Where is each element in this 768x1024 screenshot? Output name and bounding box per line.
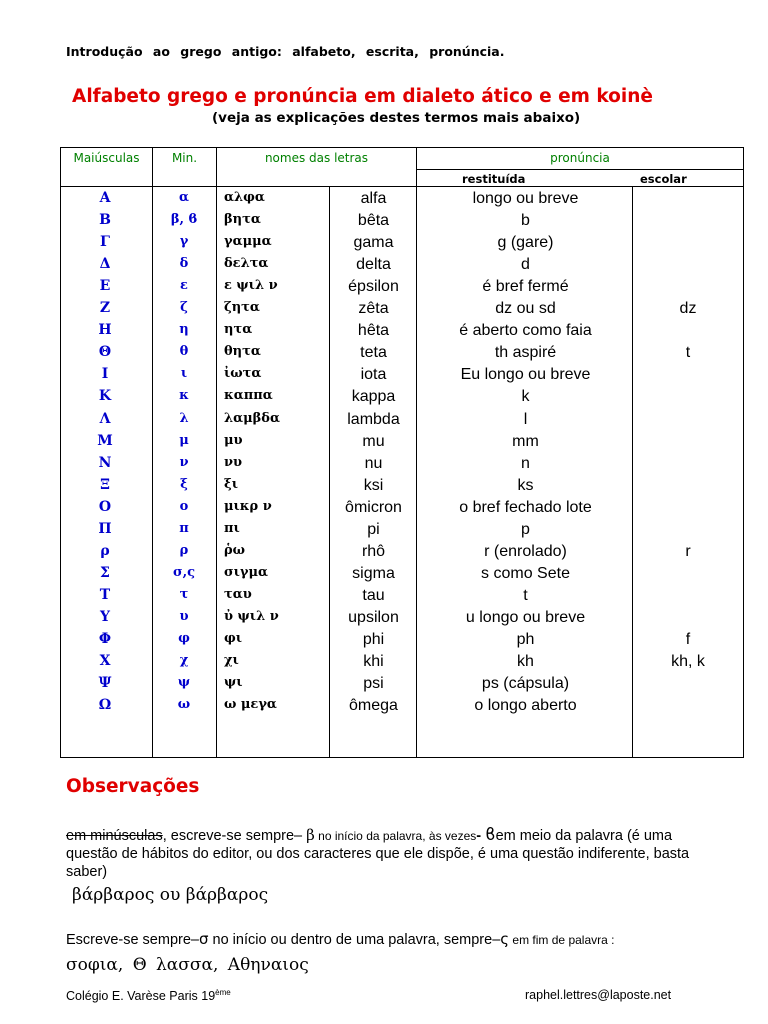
cell-rest: ph xyxy=(516,631,535,648)
cell-port: mu xyxy=(362,433,385,450)
obs2-text-a: Escreve-se sempre– xyxy=(66,932,199,948)
obs2-text-c: em fim de palavra : xyxy=(509,933,615,947)
cell-maj: Γ xyxy=(100,234,110,250)
cell-rest: mm xyxy=(512,433,539,450)
cell-greek: λαμβδα xyxy=(224,411,280,426)
cell-maj: Ν xyxy=(98,455,112,471)
cell-maj: Χ xyxy=(99,653,111,669)
cell-greek: φι xyxy=(224,631,243,646)
cell-min: τ xyxy=(179,587,189,602)
cell-port: ômega xyxy=(349,697,398,714)
cell-port: iota xyxy=(360,366,387,383)
cell-maj: Ι xyxy=(101,366,109,382)
cell-rest: é aberto como faia xyxy=(459,322,592,339)
cell-port: rhô xyxy=(361,543,386,560)
cell-greek: πι xyxy=(224,521,240,536)
cell-rest: b xyxy=(521,212,530,229)
header-restituida: restituída xyxy=(462,172,526,186)
cell-greek: δελτα xyxy=(224,256,269,271)
cell-greek: χι xyxy=(224,653,239,668)
beta-initial: β xyxy=(306,826,315,844)
obs-text-a: , escreve-se sempre– xyxy=(162,828,307,844)
cell-rest: longo ou breve xyxy=(472,190,579,207)
header-nomes: nomes das letras xyxy=(217,148,417,187)
obs-text-b: no início da palavra, às vezes xyxy=(314,829,477,843)
cell-greek: ταυ xyxy=(224,587,252,602)
cell-port: hêta xyxy=(357,322,390,339)
cell-maj: Φ xyxy=(98,631,112,647)
obs-paragraph-2 xyxy=(66,930,614,948)
example-barbaros: βάρβαρος ου βάρβαρος xyxy=(72,885,269,905)
cell-maj: Ξ xyxy=(100,477,110,493)
cell-min: γ xyxy=(179,234,189,249)
cell-min: χ xyxy=(179,653,189,668)
cell-greek: μυ xyxy=(224,433,243,448)
cell-esc: kh, k xyxy=(671,653,705,670)
cell-port: lambda xyxy=(347,411,400,428)
cell-esc: t xyxy=(685,344,691,361)
cell-greek: αλφα xyxy=(224,190,265,205)
cell-rest: ps (cápsula) xyxy=(481,675,570,692)
cell-min: δ xyxy=(179,256,189,271)
cell-min: ζ xyxy=(180,300,188,315)
cell-port: psi xyxy=(363,675,384,692)
cell-esc: dz xyxy=(679,300,697,317)
cell-rest: s como Sete xyxy=(481,565,570,582)
cell-greek: ω μεγα xyxy=(224,697,277,712)
cell-greek: ψι xyxy=(224,675,243,690)
cell-min: φ xyxy=(178,631,190,646)
col-escolar xyxy=(633,187,744,758)
cell-min: λ xyxy=(179,411,189,426)
cell-rest: r (enrolado) xyxy=(484,543,567,560)
cell-greek: ε ψιλ ν xyxy=(224,278,278,293)
cell-rest: n xyxy=(521,455,530,472)
cell-greek: ξι xyxy=(224,477,238,492)
cell-min: θ xyxy=(179,344,189,359)
cell-min: ξ xyxy=(180,477,188,492)
cell-greek: γαμμα xyxy=(224,234,272,249)
cell-port: zêta xyxy=(358,300,389,317)
cell-maj: Κ xyxy=(98,388,112,404)
footer-email: raphel.lettres@laposte.net xyxy=(525,988,672,1002)
cell-rest: t xyxy=(523,587,528,604)
cell-port: kappa xyxy=(351,388,396,405)
sigma-final: ς xyxy=(500,930,510,948)
cell-maj: Ω xyxy=(98,697,112,713)
col-min xyxy=(153,187,217,758)
header-subcolumns xyxy=(417,170,744,187)
cell-rest: d xyxy=(521,256,530,273)
cell-rest: dz ou sd xyxy=(495,300,556,317)
header-min: Min. xyxy=(153,148,217,187)
cell-port: ksi xyxy=(363,477,384,494)
cell-port: alfa xyxy=(360,190,387,207)
cell-min: ι xyxy=(180,366,188,381)
cell-port: nu xyxy=(364,455,383,472)
cell-min: ρ xyxy=(179,543,189,558)
cell-min: π xyxy=(179,521,189,536)
cell-min: ψ xyxy=(177,675,191,690)
cell-rest: p xyxy=(521,521,530,538)
cell-maj: Λ xyxy=(99,411,111,427)
cell-port: gama xyxy=(353,234,394,251)
cell-min: σ,ς xyxy=(172,565,196,580)
cell-esc: f xyxy=(685,631,691,648)
footer-school-text: Colégio E. Varèse Paris 19 xyxy=(66,989,216,1004)
cell-min: ε xyxy=(180,278,188,293)
cell-maj: Ψ xyxy=(98,675,112,691)
cell-greek: ητα xyxy=(224,322,253,337)
cell-rest: th aspiré xyxy=(494,344,557,361)
cell-rest: é bref fermé xyxy=(482,278,569,295)
cell-min: μ xyxy=(179,433,189,448)
cell-port: bêta xyxy=(357,212,390,229)
cell-maj: ρ xyxy=(100,543,110,559)
cell-port: teta xyxy=(360,344,387,361)
page-title: Alfabeto grego e pronúncia em dialeto ático e em koinè xyxy=(72,86,653,107)
cell-maj: Δ xyxy=(99,256,111,272)
cell-port: tau xyxy=(362,587,385,604)
cell-maj: Θ xyxy=(98,344,112,360)
obs-strike: em minúsculas xyxy=(66,828,163,844)
obs-dash: - xyxy=(476,828,486,844)
cell-maj: Σ xyxy=(100,565,110,581)
cell-rest: u longo ou breve xyxy=(465,609,586,626)
header-escolar: escolar xyxy=(640,172,687,186)
cell-greek: νυ xyxy=(224,455,243,470)
cell-maj: Π xyxy=(98,521,112,537)
cell-greek: ῥω xyxy=(224,543,246,558)
header-maiusculas: Maiúsculas xyxy=(61,148,153,187)
cell-rest: g (gare) xyxy=(497,234,554,251)
cell-greek: βητα xyxy=(224,212,261,227)
cell-min: ω xyxy=(177,697,191,712)
cell-maj: Β xyxy=(99,212,111,228)
cell-port: ômicron xyxy=(345,499,402,516)
cell-min: υ xyxy=(179,609,189,624)
cell-port: phi xyxy=(362,631,385,648)
footer-school xyxy=(66,988,231,1003)
cell-rest: k xyxy=(521,388,530,405)
cell-greek: ὐ ψιλ ν xyxy=(224,609,279,624)
cell-rest: l xyxy=(523,411,528,428)
cell-min: β, ϐ xyxy=(170,212,198,227)
cell-maj: Ζ xyxy=(99,300,111,316)
cell-maj: Ο xyxy=(98,499,112,515)
cell-esc: r xyxy=(685,543,691,560)
cell-maj: Τ xyxy=(99,587,111,603)
cell-rest: kh xyxy=(517,653,534,670)
cell-greek: μικρ ν xyxy=(224,499,272,514)
cell-maj: Α xyxy=(99,190,111,206)
cell-maj: Ε xyxy=(99,278,111,294)
cell-rest: Eu longo ou breve xyxy=(460,366,591,383)
page-subtitle: (veja as explicações destes termos mais abaixo) xyxy=(212,110,581,126)
sigma-initial: σ xyxy=(198,930,209,948)
obs-paragraph-1 xyxy=(66,826,706,881)
cell-min: κ xyxy=(179,388,189,403)
cell-min: α xyxy=(178,190,189,205)
beta-medial: ϐ xyxy=(485,825,496,845)
cell-port: khi xyxy=(363,653,384,670)
cell-min: ο xyxy=(179,499,189,514)
intro-line: Introdução ao grego antigo: alfabeto, escrita, pronúncia. xyxy=(66,44,505,59)
footer-sup: ème xyxy=(215,988,231,997)
cell-greek: ζητα xyxy=(224,300,260,315)
col-nome-grego xyxy=(217,187,330,758)
cell-greek: καππα xyxy=(224,388,273,403)
cell-maj: Μ xyxy=(97,433,113,449)
col-maiusculas xyxy=(61,187,153,758)
obs-text-c: em meio da palavra (é uma questão de hábitos do editor, ou dos caracteres que ele dispõe, é uma questão indiferente, basta saber) xyxy=(66,828,690,880)
header-pronuncia: pronúncia xyxy=(417,148,744,170)
cell-min: ν xyxy=(179,455,189,470)
cell-maj: Υ xyxy=(100,609,110,625)
cell-port: upsilon xyxy=(348,609,399,626)
cell-port: sigma xyxy=(352,565,395,582)
cell-min: η xyxy=(179,322,189,337)
cell-greek: θητα xyxy=(224,344,261,359)
cell-greek: σιγμα xyxy=(224,565,268,580)
cell-rest: ks xyxy=(517,477,534,494)
obs-title: Observações xyxy=(66,776,200,797)
cell-maj: Η xyxy=(98,322,112,338)
cell-port: delta xyxy=(356,256,391,273)
cell-rest: o bref fechado lote xyxy=(459,499,592,516)
cell-port: épsilon xyxy=(348,278,399,295)
cell-greek: ἰωτα xyxy=(224,366,262,381)
obs2-text-b: no início ou dentro de uma palavra, sempre– xyxy=(208,932,501,948)
cell-port: pi xyxy=(367,521,380,538)
example-sophia: σοφια, Θ λασσα, Αθηναιος xyxy=(66,955,309,975)
cell-rest: o longo aberto xyxy=(474,697,577,714)
